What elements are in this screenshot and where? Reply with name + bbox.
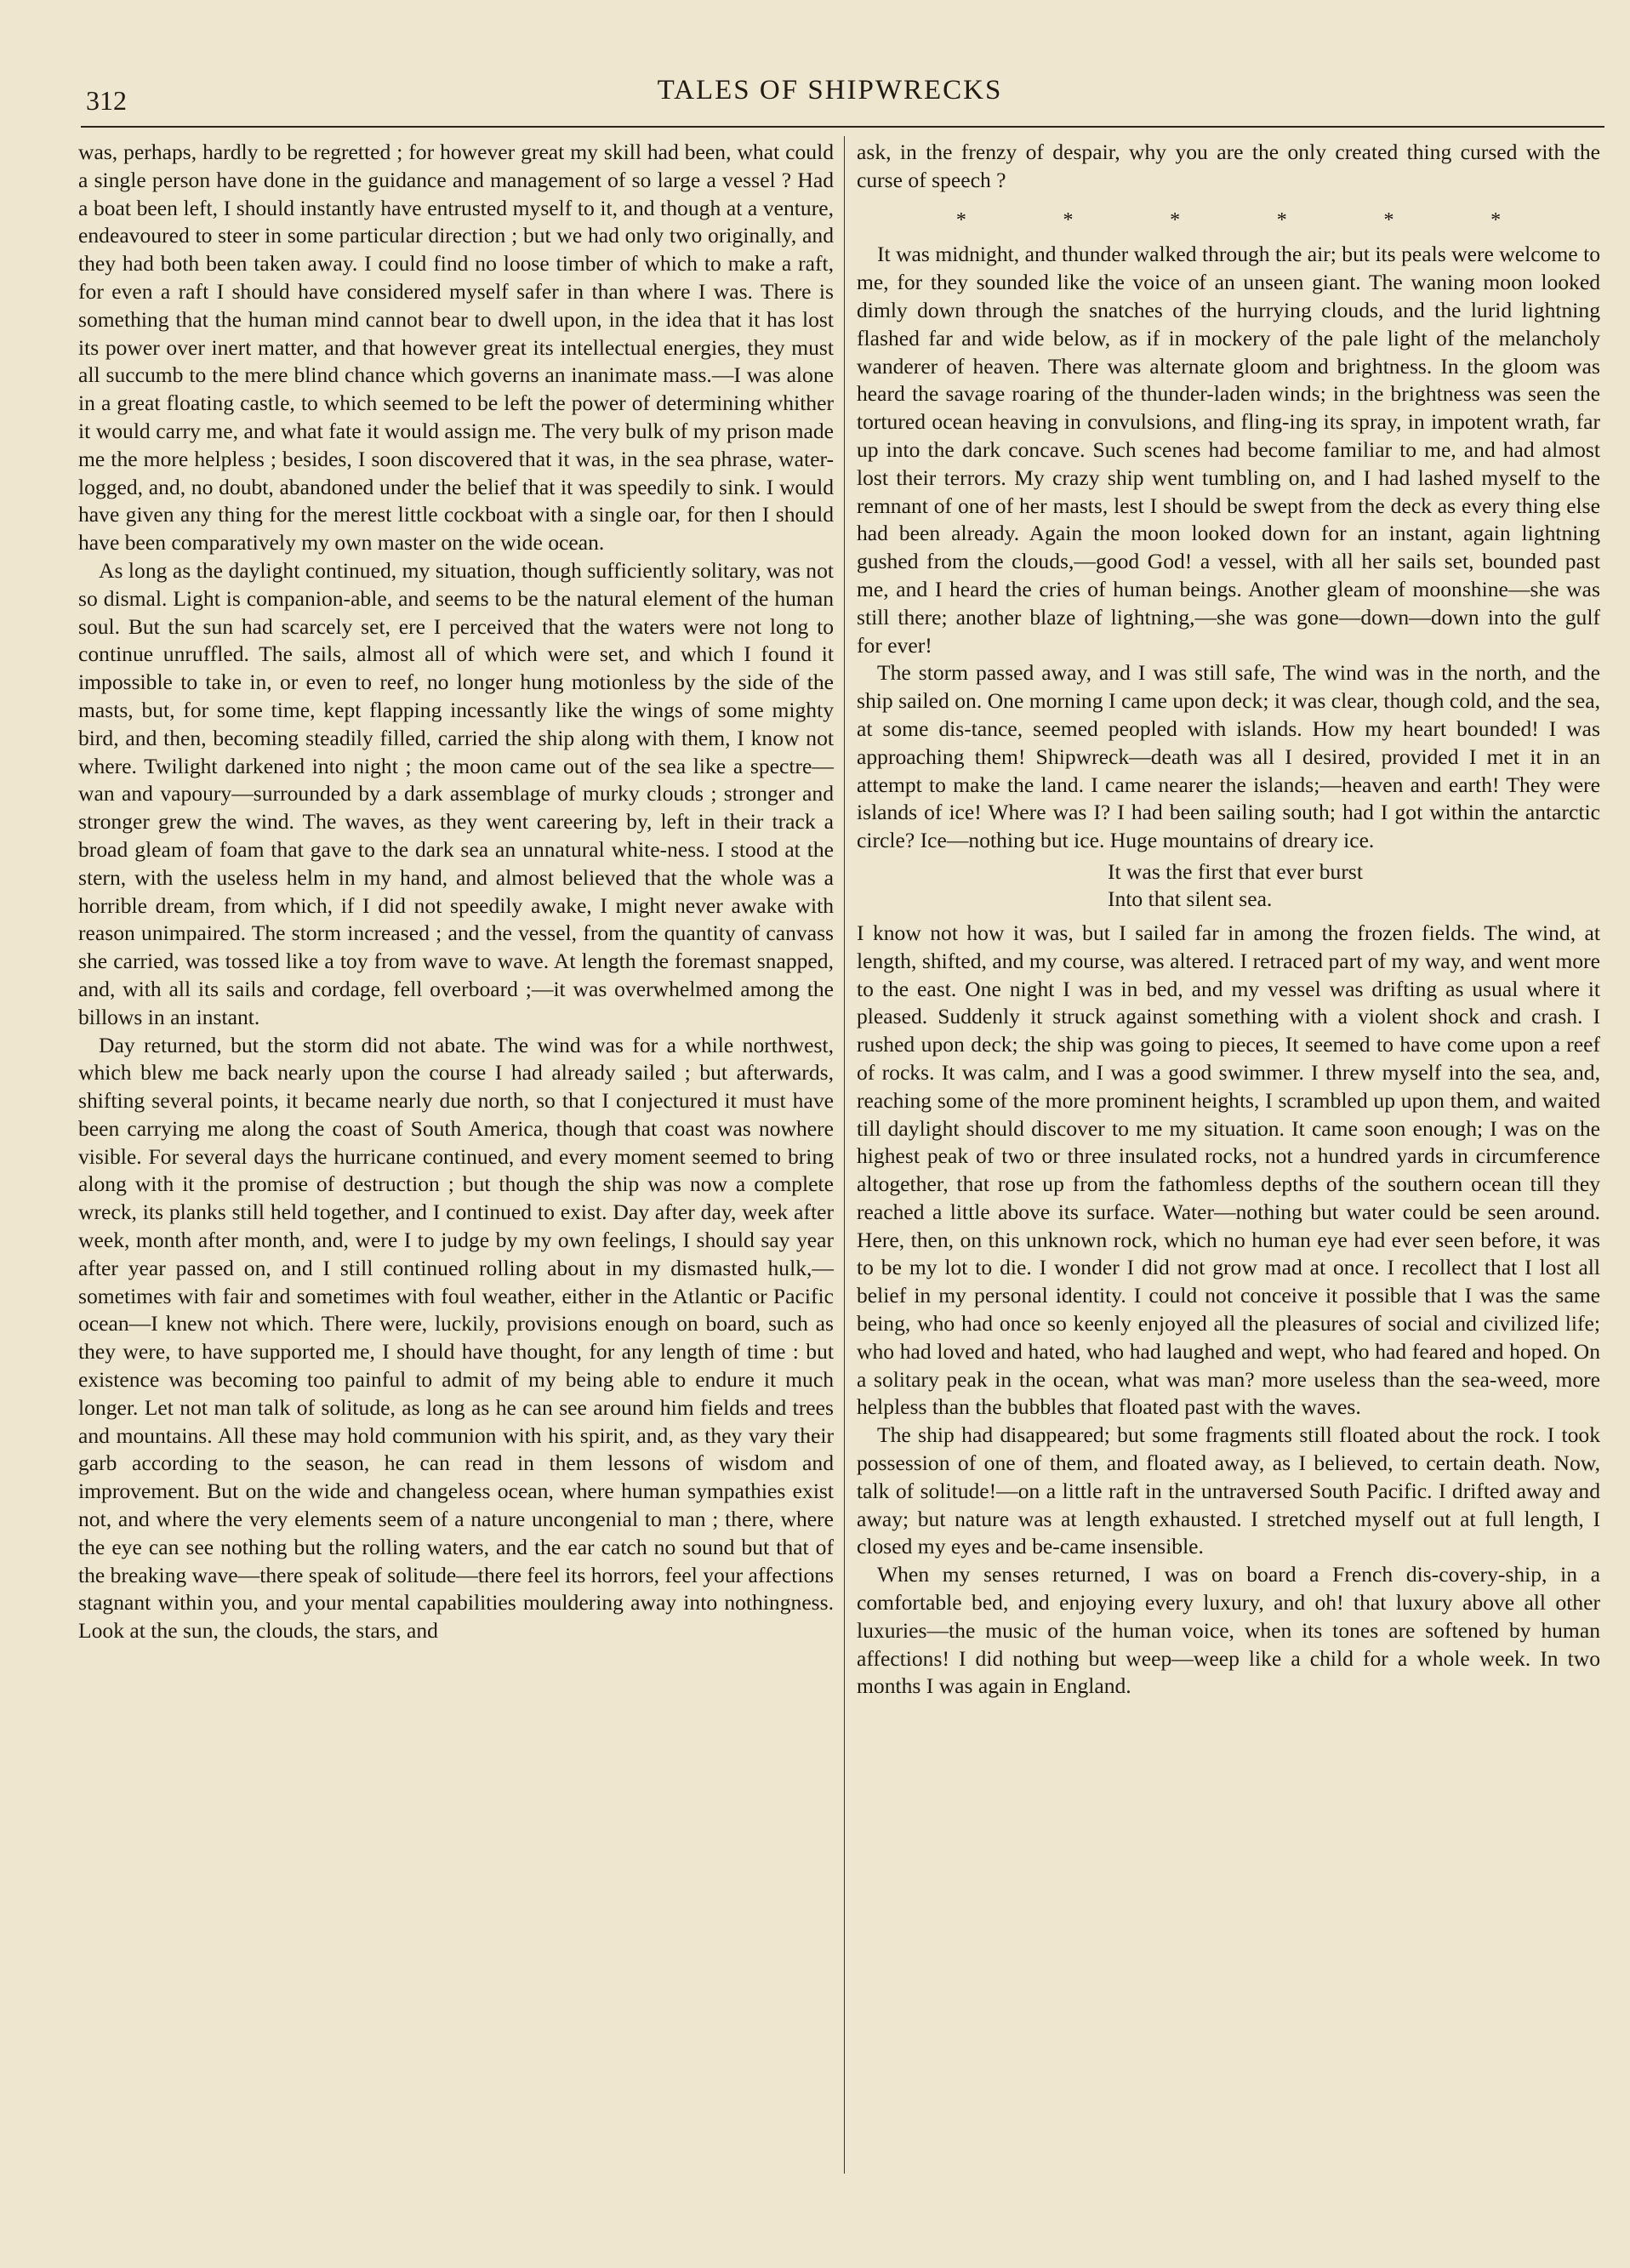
column-divider [844, 136, 845, 2174]
asterisk: * [1170, 208, 1181, 231]
asterisk: * [1063, 208, 1074, 231]
paragraph: The ship had disappeared; but some fragments still floated about the rock. I took possession of one of them, and floated away, as I believed, to certain death. Now, talk of solitude!—on a little raft in the untraversed South Pacific. I drifted away and away; but nature was at length exhausted. I stretched myself out at full length, I closed my eyes and be-came insensible. [857, 1422, 1600, 1559]
section-break [857, 195, 1600, 242]
paragraph: Day returned, but the storm did not abate. The wind was for a while northwest, which blew me back nearly upon the course I had already sailed ; but afterwards, shifting several points, it became nearly due north, so that I conjectured it must have been carrying me along the coast of South America, though that coast was nowhere visible. For several days the hurricane continued, and every moment seemed to bring along with it the promise of destruction ; but though the ship was now a complete wreck, its planks still held together, and I continued to exist. Day after day, week after week, month after month, and, were I to judge by my own feelings, I should say year after year passed on, and I still continued rolling about in my dismasted hulk,—sometimes with fair and sometimes with foul weather, either in the Atlantic or Pacific ocean—I knew not which. There were, luckily, provisions enough on board, such as they were, to have supported me, I should have thought, for any length of time : but existence was becoming too painful to admit of my being able to endure it much longer. Let not man talk of solitude, as long as he can see around him fields and trees and mountains. All these may hold communion with his spirit, and, as they vary their garb according to the season, he can read in them lessons of wisdom and improvement. But on the wide and changeless ocean, where human sympathies exist not, and where the very elements seem of a nature uncongenial to man ; there, where the eye can see nothing but the rolling waters, and the ear catch no sound but that of the breaking wave—there speak of solitude—there feel its horrors, feel your affections stagnant within you, and your mental capabilities mouldering away into nothingness. Look at the sun, the clouds, the stars, and [78, 1032, 834, 1644]
paragraph: It was midnight, and thunder walked through the air; but its peals were welcome to me, for they sounded like the voice of an unseen giant. The waning moon looked dimly down through the snatches of the hurrying clouds, and the lurid lightning flashed far and wide below, as if in mockery of the pale light of the melancholy wanderer of heaven. There was alternate gloom and brightness. In the gloom was heard the savage roaring of the thunder-laden winds; in the brightness was seen the tortured ocean heaving in convulsions, and fling-ing its spray, in impotent wrath, far up into the dark concave. Such scenes had become familiar to me, and had almost lost their terrors. My crazy ship went tumbling on, and I had lashed myself to the remnant of one of her masts, lest I should be swept from the deck as every thing else had been already. Again the moon looked down for an instant, again lightning gushed from the clouds,—good God! a vessel, with all her sails set, bounded past me, and I heard the cries of human beings. Another gleam of moonshine—she was still there; another blaze of lightning,—she was gone—down—down into the gulf for ever! [857, 242, 1600, 658]
asterisk: * [1490, 208, 1502, 231]
left-column [78, 139, 834, 1645]
header-rule [81, 126, 1604, 128]
asterisk: * [1276, 208, 1287, 231]
paragraph: As long as the daylight continued, my situation, though sufficiently solitary, was not so dismal. Light is companion-able, and seems to be the natural element of the human soul. But the sun had scarcely set, ere I perceived that the waters were not long to continue unruffled. The sails, almost all of which were set, and which I found it impossible to take in, or even to reef, no longer hung motionless by the side of the masts, but, for some time, kept flapping incessantly like the wings of some mighty bird, and then, becoming steadily filled, carried the ship along with them, I know not where. Twilight darkened into night ; the moon came out of the sea like a spectre—wan and vapoury—surrounded by a dark assemblage of murky clouds ; stronger and stronger grew the wind. The waves, as they went careering by, left in their track a broad gleam of foam that gave to the dark sea an unnatural white-ness. I stood at the stern, with the useless helm in my hand, and almost believed that the whole was a horrible dream, from which, if I did not speedily awake, I might never awake with reason unimpaired. The storm increased ; and the vessel, from the quantity of canvass she carried, was tossed like a toy from wave to wave. At length the foremast snapped, and, with all its sails and cordage, fell overboard ;—it was overwhelmed among the billows in an instant. [78, 557, 834, 1029]
verse-line: Into that silent sea. [1108, 886, 1273, 911]
paragraph: I know not how it was, but I sailed far in among the frozen fields. The wind, at length, shifted, and my course, was altered. I retraced part of my way, and went more to the east. One night I was in bed, and my vessel was drifting as usual where it pleased. Suddenly it struck against something with a violent shock and crash. I rushed upon deck; the ship was going to pieces, It seemed to have come upon a reef of rocks. It was calm, and I was a good swimmer. I threw myself into the sea, and, reaching some of the more prominent heights, I scrambled up upon them, and waited till daylight should discover to me my situation. It came soon enough; I was on the highest peak of two or three insulated rocks, not a hundred yards in circumference altogether, that rose up from the fathomless depths of the southern ocean till they reached a little above its surface. Water—nothing but water could be seen around. Here, then, on this unknown rock, which no human eye had ever seen before, it was to be my lot to die. I wonder I did not grow mad at once. I recollect that I lost all belief in my personal identity. I could not conceive it possible that I was the same being, who had once so keenly enjoyed all the pleasures of social and civilized life; who had loved and hated, who had laughed and wept, who had feared and hoped. On a solitary peak in the ocean, what was man? more useless than the sea-weed, more helpless than the bubbles that floated past with the waves. [857, 920, 1600, 1420]
running-title: TALES OF SHIPWRECKS [657, 75, 1003, 105]
paragraph: was, perhaps, hardly to be regretted ; for however great my skill had been, what could a single person have done in the guidance and management of so large a vessel ? Had a boat been left, I should instantly have entrusted myself to it, and though at a venture, endeavoured to steer in some particular direction ; but we had only two originally, and they had both been taken away. I could find no loose timber of which to make a raft, for even a raft I should have considered myself safer in than where I was. There is something that the human mind cannot bear to dwell upon, in the idea that it has lost its power over inert matter, and that however great its intellectual energies, they must all succumb to the mere blind chance which governs an inanimate mass.—I was alone in a great floating castle, to which seemed to be left the power of determining whither it would carry me, and what fate it would assign me. The very bulk of my prison made me the more helpless ; besides, I soon discovered that it was, in the sea phrase, water-logged, and, no doubt, abandoned under the belief that it was speedily to sink. I would have given any thing for the merest little cockboat with a single oar, for then I should have been comparatively my own master on the wide ocean. [78, 140, 834, 556]
paragraph: When my senses returned, I was on board a French dis-covery-ship, in a comfortable bed, and enjoying every luxury, and oh! that luxury above all other luxuries—the music of the human voice, when its tones are softened by human affections! I did nothing but weep—weep like a child for a whole week. In two months I was again in England. [857, 1562, 1600, 1699]
asterisk: * [1383, 208, 1394, 231]
verse-quotation [857, 858, 1600, 913]
paragraph: The storm passed away, and I was still safe, The wind was in the north, and the ship sailed on. One morning I came upon deck; it was clear, though cold, and the sea, at some dis-tance, seemed peopled with islands. How my heart bounded! I was approaching them! Shipwreck—death was all I desired, provided I met it in an attempt to make the land. I came nearer the islands;—heaven and earth! They were islands of ice! Where was I? I had been sailing south; had I got within the antarctic circle? Ice—nothing but ice. Huge mountains of dreary ice. [857, 660, 1600, 853]
verse-line: It was the first that ever burst [1108, 858, 1363, 884]
right-column [857, 139, 1600, 1701]
page-header [81, 70, 1579, 116]
paragraph: ask, in the frenzy of despair, why you are the only created thing cursed with the curse of speech ? [857, 140, 1600, 192]
page-number: 312 [86, 85, 127, 116]
asterisk: * [955, 208, 966, 231]
